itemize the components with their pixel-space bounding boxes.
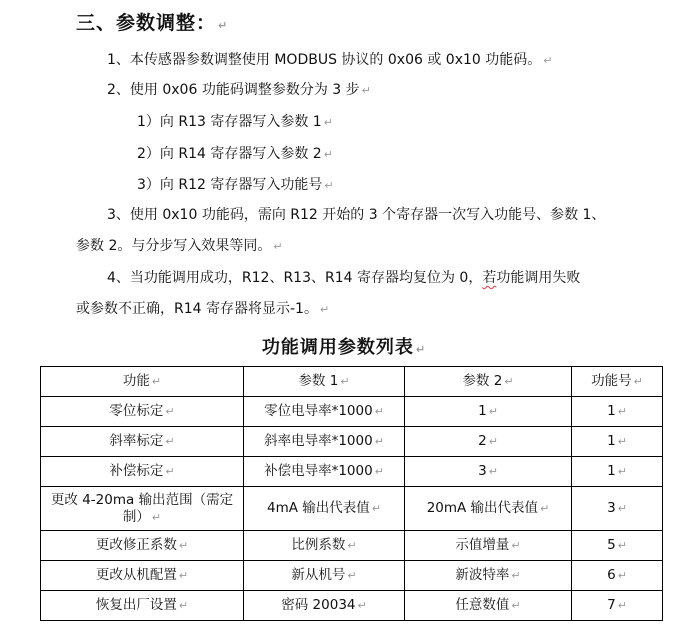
- table-cell: 5 ↵: [572, 531, 663, 561]
- cell-mark-icon: ↵: [617, 569, 627, 582]
- cell-mark-icon: ↵: [371, 502, 381, 515]
- table-cell: 1 ↵: [405, 397, 572, 427]
- paragraph-mark-icon: ↵: [323, 116, 333, 129]
- cell-mark-icon: ↵: [347, 569, 357, 582]
- cell-mark-icon: ↵: [617, 405, 627, 418]
- cell-mark-icon: ↵: [178, 539, 189, 552]
- cell-mark-icon: ↵: [511, 599, 521, 612]
- cell-mark-icon: ↵: [511, 539, 521, 552]
- cell-mark-icon: ↵: [151, 375, 162, 388]
- table-cell: 4mA 输出代表值 ↵: [244, 487, 405, 531]
- header-cell: 参数 1 ↵: [244, 367, 405, 397]
- table-cell: 7 ↵: [572, 591, 663, 621]
- table-cell: 密码 20034 ↵: [244, 591, 405, 621]
- paragraph-mark-icon: ↵: [415, 343, 427, 356]
- cell-mark-icon: ↵: [633, 375, 643, 388]
- paragraph-2: 2、使用 0x06 功能码调整参数分为 3 步 ↵: [107, 82, 371, 98]
- table-cell: 新从机号 ↵: [244, 561, 405, 591]
- cell-mark-icon: ↵: [347, 539, 357, 552]
- cell-mark-icon: ↵: [488, 465, 498, 478]
- cell-mark-icon: ↵: [617, 502, 627, 515]
- table-cell: 示值增量 ↵: [405, 531, 572, 561]
- table-cell: 补偿标定 ↵: [41, 457, 244, 487]
- table-cell: 更改修正系数 ↵: [41, 531, 244, 561]
- table-row: [41, 487, 663, 531]
- table-cell: 更改 4-20ma 输出范围（需定制） ↵: [41, 487, 244, 531]
- cell-mark-icon: ↵: [617, 599, 627, 612]
- paragraph-mark-icon: ↵: [319, 303, 330, 316]
- cell-mark-icon: ↵: [178, 569, 189, 582]
- cell-mark-icon: ↵: [488, 405, 498, 418]
- paragraph-1: 1、本传感器参数调整使用 MODBUS 协议的 0x06 或 0x10 功能码。 ↵: [107, 52, 553, 68]
- table-cell: 零位电导率*1000 ↵: [244, 397, 405, 427]
- table-cell: 斜率电导率*1000 ↵: [244, 427, 405, 457]
- table-title: 功能调用参数列表 ↵: [261, 337, 427, 358]
- paragraph-4-line-2: 或参数不正确，R14 寄存器将显示-1。 ↵: [76, 301, 330, 317]
- table-header-row: [41, 367, 663, 397]
- paragraph-4-line-1: 4、当功能调用成功，R12、R13、R14 寄存器均复位为 0，若功能调用失败: [107, 270, 581, 286]
- paragraph-mark-icon: ↵: [324, 179, 334, 192]
- table-row: [41, 427, 663, 457]
- cell-mark-icon: ↵: [617, 435, 627, 448]
- step-2: 2）向 R14 寄存器写入参数 2 ↵: [137, 146, 333, 162]
- cell-mark-icon: ↵: [374, 465, 384, 478]
- table-cell: 斜率标定 ↵: [41, 427, 244, 457]
- table-row: [41, 561, 663, 591]
- table-cell: 1 ↵: [572, 397, 663, 427]
- header-cell: 功能号 ↵: [572, 367, 663, 397]
- cell-mark-icon: ↵: [617, 465, 627, 478]
- cell-mark-icon: ↵: [151, 510, 162, 524]
- table-cell: 恢复出厂设置 ↵: [41, 591, 244, 621]
- table-cell: 补偿电导率*1000 ↵: [244, 457, 405, 487]
- table-cell: 6 ↵: [572, 561, 663, 591]
- cell-mark-icon: ↵: [178, 599, 189, 612]
- cell-mark-icon: ↵: [340, 375, 350, 388]
- paragraph-mark-icon: ↵: [218, 19, 229, 32]
- table-cell: 更改从机配置 ↵: [41, 561, 244, 591]
- step-1: 1）向 R13 寄存器写入参数 1 ↵: [137, 114, 333, 130]
- cell-mark-icon: ↵: [540, 502, 550, 515]
- cell-mark-icon: ↵: [511, 569, 521, 582]
- header-cell: 参数 2 ↵: [405, 367, 572, 397]
- cell-mark-icon: ↵: [357, 599, 367, 612]
- paragraph-mark-icon: ↵: [361, 84, 371, 97]
- parameter-table: [40, 366, 663, 621]
- table-cell: 1 ↵: [572, 427, 663, 457]
- table-cell: 20mA 输出代表值 ↵: [405, 487, 572, 531]
- paragraph-mark-icon: ↵: [273, 240, 283, 253]
- table-cell: 任意数值 ↵: [405, 591, 572, 621]
- cell-mark-icon: ↵: [488, 435, 498, 448]
- cell-mark-icon: ↵: [374, 405, 384, 418]
- cell-mark-icon: ↵: [617, 539, 627, 552]
- table-row: [41, 531, 663, 561]
- table-cell: 1 ↵: [572, 457, 663, 487]
- table-row: [41, 457, 663, 487]
- paragraph-mark-icon: ↵: [543, 54, 553, 67]
- cell-mark-icon: ↵: [165, 465, 175, 478]
- cell-mark-icon: ↵: [504, 375, 514, 388]
- table-row: [41, 397, 663, 427]
- cell-mark-icon: ↵: [165, 435, 175, 448]
- paragraph-mark-icon: ↵: [323, 148, 333, 161]
- section-heading: 三、参数调整： ↵: [76, 12, 229, 34]
- paragraph-3-line-1: 3、使用 0x10 功能码，需向 R12 开始的 3 个寄存器一次写入功能号、参数 1、: [107, 207, 606, 223]
- cell-mark-icon: ↵: [374, 435, 384, 448]
- table-cell: 新波特率 ↵: [405, 561, 572, 591]
- table-cell: 比例系数 ↵: [244, 531, 405, 561]
- paragraph-3-line-2: 参数 2。与分步写入效果等同。 ↵: [76, 238, 283, 254]
- table-cell: 零位标定 ↵: [41, 397, 244, 427]
- table-cell: 3 ↵: [572, 487, 663, 531]
- table-cell: 3 ↵: [405, 457, 572, 487]
- spellcheck-flagged-word: 若: [482, 270, 497, 286]
- table-row: [41, 591, 663, 621]
- header-cell: 功能 ↵: [41, 367, 244, 397]
- table-cell: 2 ↵: [405, 427, 572, 457]
- cell-mark-icon: ↵: [165, 405, 175, 418]
- step-3: 3）向 R12 寄存器写入功能号 ↵: [137, 177, 334, 193]
